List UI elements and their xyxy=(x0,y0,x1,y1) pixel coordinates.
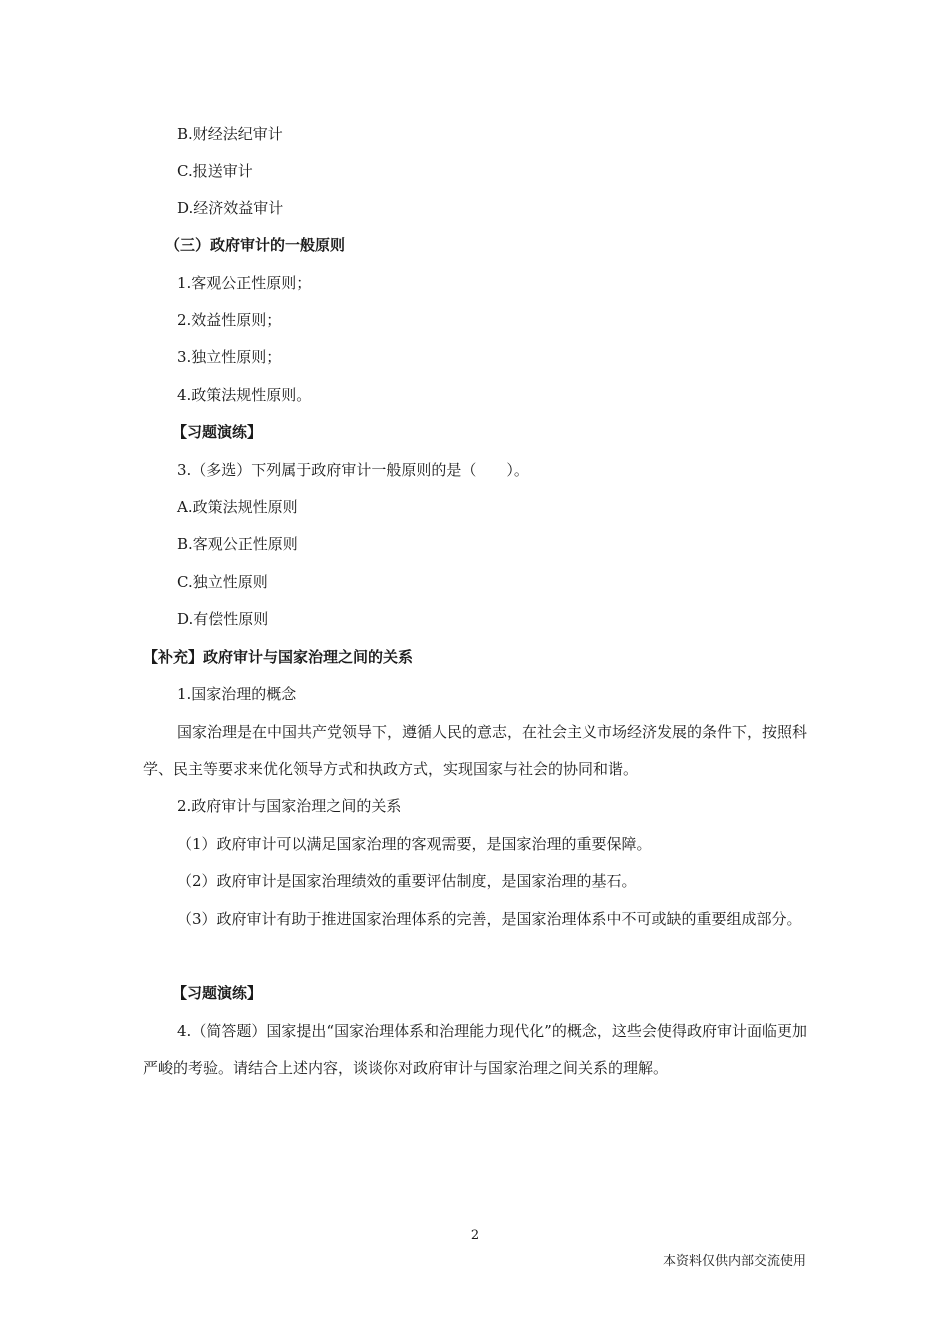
option-b-prev: B.财经法纪审计 xyxy=(177,125,283,143)
principle-item: 2.效益性原则； xyxy=(177,311,282,329)
footer-note: 本资料仅供内部交流使用 xyxy=(662,1254,806,1269)
question-4: 4.（简答题）国家提出“国家治理体系和治理能力现代化”的概念，这些会使得政府审计面临更加严峻的考验。请结合上述内容，谈谈你对政府审计与国家治理之间关系的理解。 xyxy=(143,1022,807,1077)
option-c-prev: C.报送审计 xyxy=(177,162,253,180)
option-c: C.独立性原则 xyxy=(177,573,268,591)
principle-item: 3.独立性原则； xyxy=(177,348,282,366)
question-3: 3.（多选）下列属于政府审计一般原则的是（ ）。 xyxy=(177,461,529,479)
section-heading: （三）政府审计的一般原则 xyxy=(165,236,346,254)
option-d: D.有偿性原则 xyxy=(177,610,269,628)
option-b: B.客观公正性原则 xyxy=(177,535,298,553)
relation-point: （3）政府审计有助于推进国家治理体系的完善，是国家治理体系中不可或缺的重要组成部分。 xyxy=(177,910,802,928)
supplement-heading: 【补充】政府审计与国家治理之间的关系 xyxy=(143,648,414,666)
option-a: A.政策法规性原则 xyxy=(177,498,298,516)
principle-item: 1.客观公正性原则； xyxy=(177,274,312,292)
subheading-concept: 1.国家治理的概念 xyxy=(177,685,297,703)
practice-label: 【习题演练】 xyxy=(172,423,263,441)
page-number: 2 xyxy=(470,1228,480,1243)
relation-point: （2）政府审计是国家治理绩效的重要评估制度，是国家治理的基石。 xyxy=(177,872,637,890)
governance-definition: 国家治理是在中国共产党领导下，遵循人民的意志，在社会主义市场经济发展的条件下，按照科学、民主等要求来优化领导方式和执政方式，实现国家与社会的协同和谐。 xyxy=(143,723,808,778)
subheading-relation: 2.政府审计与国家治理之间的关系 xyxy=(177,797,402,815)
relation-point: （1）政府审计可以满足国家治理的客观需要，是国家治理的重要保障。 xyxy=(177,835,652,853)
practice-label: 【习题演练】 xyxy=(172,984,263,1002)
option-d-prev: D.经济效益审计 xyxy=(177,199,284,217)
principle-item: 4.政策法规性原则。 xyxy=(177,386,312,404)
